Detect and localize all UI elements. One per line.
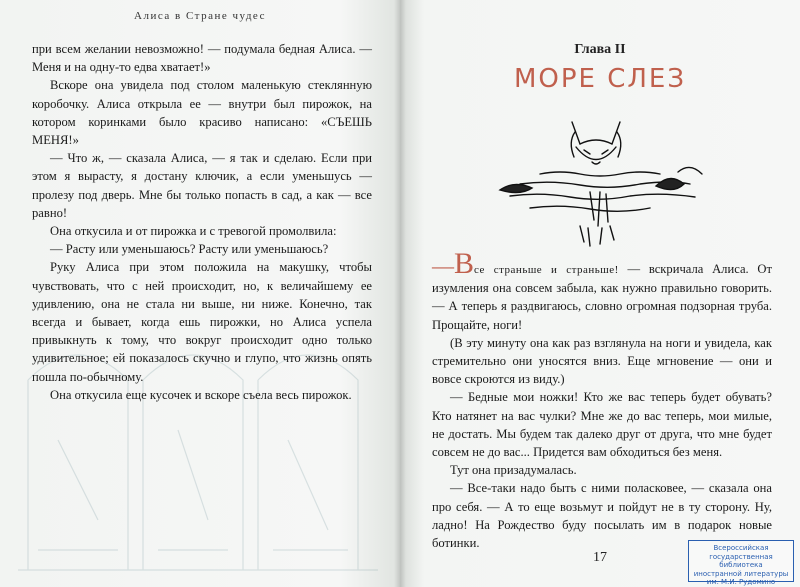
paragraph: при всем желании невозможно! — подумала бедная Алиса. — Меня и на одну-то едва хватает!» bbox=[32, 42, 372, 75]
paragraph: — Бедные мои ножки! Кто же вас теперь будет обувать? Кто натянет на вас чулки? Мне же до вас теперь, мои милые, не достать. Мы будем так далеко друг от друга, что мне будет совсем не до вас... Придется вам обходиться без меня. bbox=[432, 390, 772, 460]
stamp-line: иностранной литературы bbox=[693, 569, 789, 578]
stamp-line: Всероссийская bbox=[713, 544, 769, 552]
cheshire-cat-swimming-illustration bbox=[480, 102, 720, 252]
page-number: 17 bbox=[593, 550, 607, 565]
paragraph: Она откусила еще кусочек и вскоре съела весь пирожок. bbox=[50, 387, 352, 402]
paragraph: — Расту или уменьшаюсь? Расту или уменьшаюсь? bbox=[50, 242, 329, 257]
stamp-line: государственная библиотека bbox=[709, 552, 773, 569]
drop-cap: В bbox=[454, 247, 475, 280]
paragraph: Руку Алиса при этом положила на макушку, чтобы чувствовать, что с ней происходит, но, к величайшему ее удивлению, она не стала ни выше, ни ниже. Конечно, так всегда и бывает, когда ешь пирожки, но Алиса успела привыкнуть к тому, что вокруг происходит одно только удивительное; ей показалось скучно и глупо, что жизнь опять пошла по-обычному. bbox=[32, 260, 372, 384]
left-body-text bbox=[32, 40, 372, 404]
stamp-line: им. М.И. Рудомино bbox=[706, 578, 776, 586]
running-head: Алиса в Стране чудес bbox=[134, 10, 266, 22]
opening-rest: — вскричала Алиса. От изумления она совсем забыла, как нужно правильно говорить. — А теперь я раздвигаюсь, словно огромная подзорная труба. Прощайте, ноги! bbox=[432, 262, 772, 332]
book-gutter bbox=[394, 0, 406, 587]
paragraph: — Все-таки надо быть с ними поласковее, — сказала она про себя. — А то еще возьмут и пойдут не в ту сторону. Ну, ладно! На Рождество буду посылать им в подарок новые ботинки. bbox=[432, 481, 772, 551]
chapter-title: МОРЕ СЛЕЗ bbox=[513, 64, 687, 94]
paragraph: — Что ж, — сказала Алиса, — я так и сделаю. Если при этом я вырасту, я достану ключик, а если уменьшусь — пролезу под дверь. Мне бы только попасть в сад, а как — все равно! bbox=[32, 151, 372, 220]
paragraph: Тут она призадумалась. bbox=[450, 463, 577, 478]
opening-dash: — bbox=[432, 253, 454, 278]
library-stamp bbox=[688, 540, 794, 586]
right-page bbox=[400, 0, 800, 587]
chapter-label: Глава II bbox=[574, 42, 626, 57]
paragraph: Она откусила и от пирожка и с тревогой промолвила: bbox=[50, 224, 337, 239]
small-caps-lead: се страньше и страньше! bbox=[474, 264, 619, 276]
paragraph: (В эту минуту она как раз взглянула на ноги и увидела, как стремительно они уносятся вниз. Еще мгновение — они и вовсе скроются из виду.) bbox=[432, 335, 772, 387]
opening-paragraph bbox=[432, 247, 772, 334]
right-body-text bbox=[432, 247, 772, 552]
paragraph: Вскоре она увидела под столом маленькую стеклянную коробочку. Алиса открыла ее — внутри был пирожок, на котором коринками было красиво написано: «СЪЕШЬ МЕНЯ!» bbox=[32, 78, 372, 148]
